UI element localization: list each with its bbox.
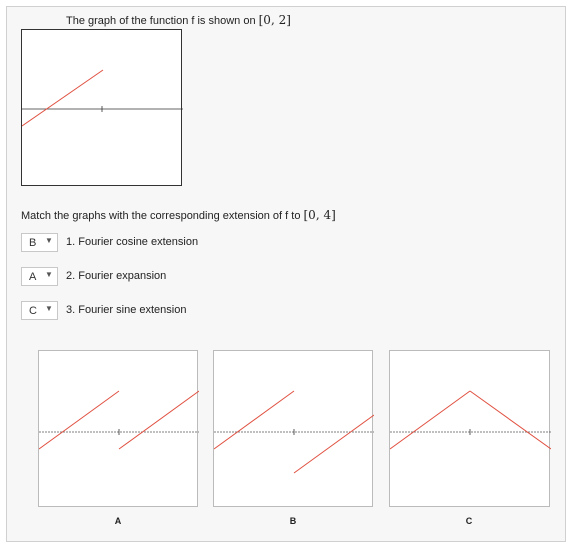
triangle-down-icon: ▼ bbox=[45, 236, 53, 245]
graph-a-curve-1 bbox=[39, 391, 119, 449]
triangle-down-icon: ▼ bbox=[45, 270, 53, 279]
match-label-1: 1. Fourier cosine extension bbox=[66, 236, 199, 248]
dropdown-value: B bbox=[29, 237, 37, 249]
graph-b-plot bbox=[214, 351, 374, 508]
match-label-3: 3. Fourier sine extension bbox=[66, 304, 187, 316]
graph-a[interactable] bbox=[38, 350, 198, 507]
graph-c[interactable] bbox=[389, 350, 550, 507]
graph-c-plot bbox=[390, 351, 551, 508]
match-label-2: 2. Fourier expansion bbox=[66, 270, 167, 282]
answer-dropdown-2[interactable] bbox=[21, 267, 58, 286]
answer-dropdown-1[interactable] bbox=[21, 233, 58, 252]
answer-dropdown-3[interactable] bbox=[21, 301, 58, 320]
graph-a-label: A bbox=[114, 516, 122, 526]
graph-f-plot bbox=[22, 30, 183, 187]
graph-c-curve-1 bbox=[390, 391, 470, 449]
graph-c-label: C bbox=[465, 516, 473, 526]
match-text: Match the graphs with the corresponding extension of f to bbox=[21, 210, 304, 222]
dropdown-value: C bbox=[29, 305, 37, 317]
triangle-down-icon: ▼ bbox=[45, 304, 53, 313]
graph-c-curve-2 bbox=[470, 391, 551, 449]
graph-f-curve bbox=[22, 70, 103, 126]
graph-b[interactable] bbox=[213, 350, 373, 507]
graph-b-curve-2 bbox=[294, 415, 374, 473]
match-interval: [0, 4] bbox=[303, 208, 336, 222]
graph-a-plot bbox=[39, 351, 199, 508]
dropdown-value: A bbox=[29, 271, 37, 283]
question-prompt bbox=[66, 13, 291, 27]
graph-f bbox=[21, 29, 182, 186]
graph-b-label: B bbox=[289, 516, 297, 526]
graph-a-curve-2 bbox=[119, 391, 199, 449]
graph-b-curve-1 bbox=[214, 391, 294, 449]
match-prompt bbox=[21, 208, 336, 222]
prompt-interval: [0, 2] bbox=[258, 13, 291, 27]
prompt-text: The graph of the function f is shown on bbox=[66, 15, 259, 27]
